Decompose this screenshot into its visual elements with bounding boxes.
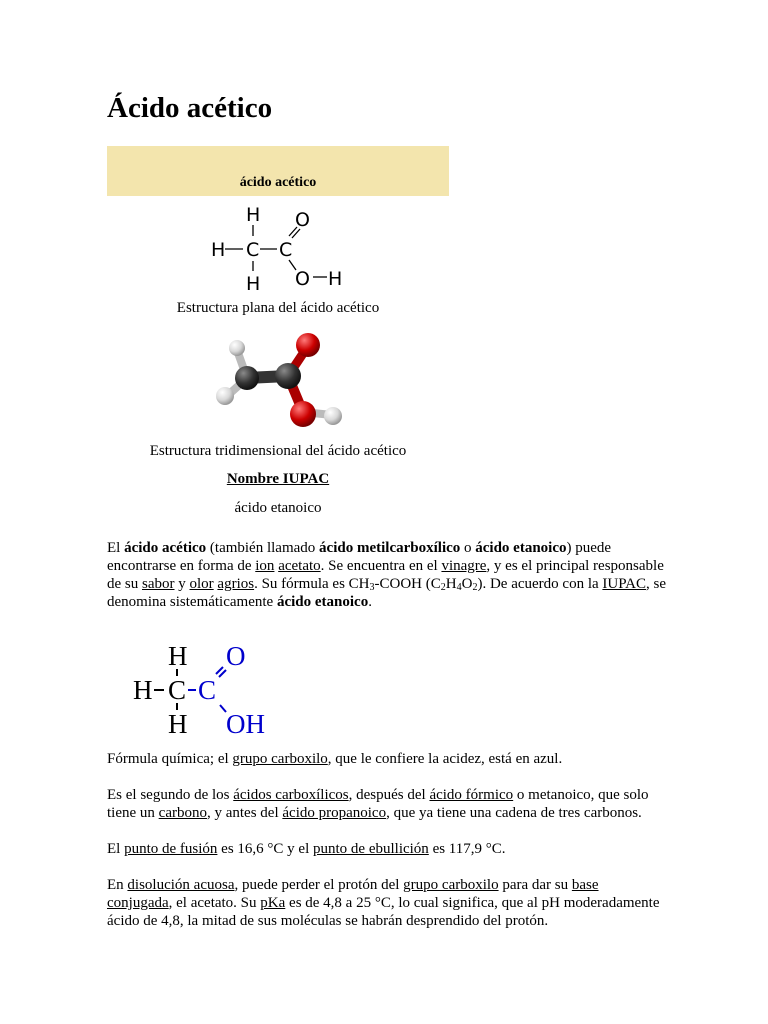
link-agrios[interactable]: agrios	[217, 576, 255, 592]
infobox-title: ácido acético	[239, 175, 317, 190]
atom-label: H	[211, 239, 226, 261]
caption-flat-structure: Estructura plana del ácido acético	[176, 300, 380, 316]
link-base-conjugada[interactable]: base conjugada	[107, 877, 599, 911]
link-olor[interactable]: olor	[189, 576, 214, 592]
structural-formula-image	[205, 200, 355, 295]
formula-atom: H	[168, 709, 188, 739]
link-acido-formico[interactable]: ácido fórmico	[429, 787, 514, 803]
link-iupac[interactable]: IUPAC	[602, 576, 647, 592]
link-disolucion-acuosa[interactable]: disolución acuosa	[127, 877, 235, 893]
formula-atom: OH	[226, 709, 265, 739]
formula-caption: Fórmula química; el grupo carboxilo, que le confiere la acidez, está en azul.	[107, 751, 563, 767]
link-punto-de-ebullicion[interactable]: punto de ebullición	[313, 841, 429, 857]
link-acidos-carboxilicos[interactable]: ácidos carboxílicos	[233, 787, 349, 803]
atom-label: H	[246, 204, 261, 226]
atom-label: H	[246, 273, 261, 295]
link-vinagre[interactable]: vinagre	[441, 558, 487, 574]
link-ion[interactable]: ion	[255, 558, 275, 574]
link-acido-propanoico[interactable]: ácido propanoico	[282, 805, 387, 821]
page-title: Ácido acético	[107, 92, 273, 124]
link-carbono[interactable]: carbono	[158, 805, 207, 821]
link-acetato[interactable]: acetato	[278, 558, 321, 574]
atom-label: O	[295, 209, 310, 231]
atom-label: C	[279, 239, 293, 261]
link-grupo-carboxilo-2[interactable]: grupo carboxilo	[403, 877, 499, 893]
link-sabor[interactable]: sabor	[142, 576, 175, 592]
formula-atom: H	[168, 641, 188, 671]
formula-atom: H	[133, 675, 153, 705]
formula-atom: O	[226, 641, 246, 671]
atom-label: O	[295, 268, 310, 290]
iupac-name-value: ácido etanoico	[234, 500, 322, 516]
link-pka[interactable]: pKa	[260, 895, 286, 911]
iupac-name-label[interactable]: Nombre IUPAC	[226, 471, 330, 487]
chemical-formula-image	[130, 638, 280, 740]
formula-atom: C	[198, 675, 217, 705]
link-grupo-carboxilo[interactable]: grupo carboxilo	[232, 751, 328, 767]
ball-and-stick-model-image	[205, 328, 355, 433]
series-paragraph: Es el segundo de los ácidos carboxílicos, después del ácido fórmico o metanoico, que solo tiene un carbono, y antes del ácido propanoico, que ya tiene una cadena de tres carbonos.	[107, 787, 649, 821]
atom-label: H	[328, 268, 343, 290]
formula-atom: C	[168, 675, 187, 705]
link-punto-de-fusion[interactable]: punto de fusión	[124, 841, 218, 857]
caption-3d-structure: Estructura tridimensional del ácido acético	[149, 443, 407, 459]
acid-paragraph: En disolución acuosa, puede perder el protón del grupo carboxilo para dar su base conjugada, el acetato. Su pKa es de 4,8 a 25 °C, lo cual significa, que al pH moderadamente ácido de 4,8, la mitad de sus moléculas se habrán desprendido del protón.	[107, 877, 660, 929]
points-paragraph: El punto de fusión es 16,6 °C y el punto de ebullición es 117,9 °C.	[107, 841, 506, 857]
intro-paragraph: El ácido acético (también llamado ácido metilcarboxílico o ácido etanoico) puede encontrarse en forma de ion acetato. Se encuentra en el vinagre, y es el principal responsable de su sabor y olor agrios. Su fórmula es $CH_3$-COOH $(C_2H_4O_2)$. De acuerdo con la IUPAC, se denomina sistemáticamente ácido etanoico.	[107, 540, 667, 610]
atom-label: C	[246, 239, 260, 261]
